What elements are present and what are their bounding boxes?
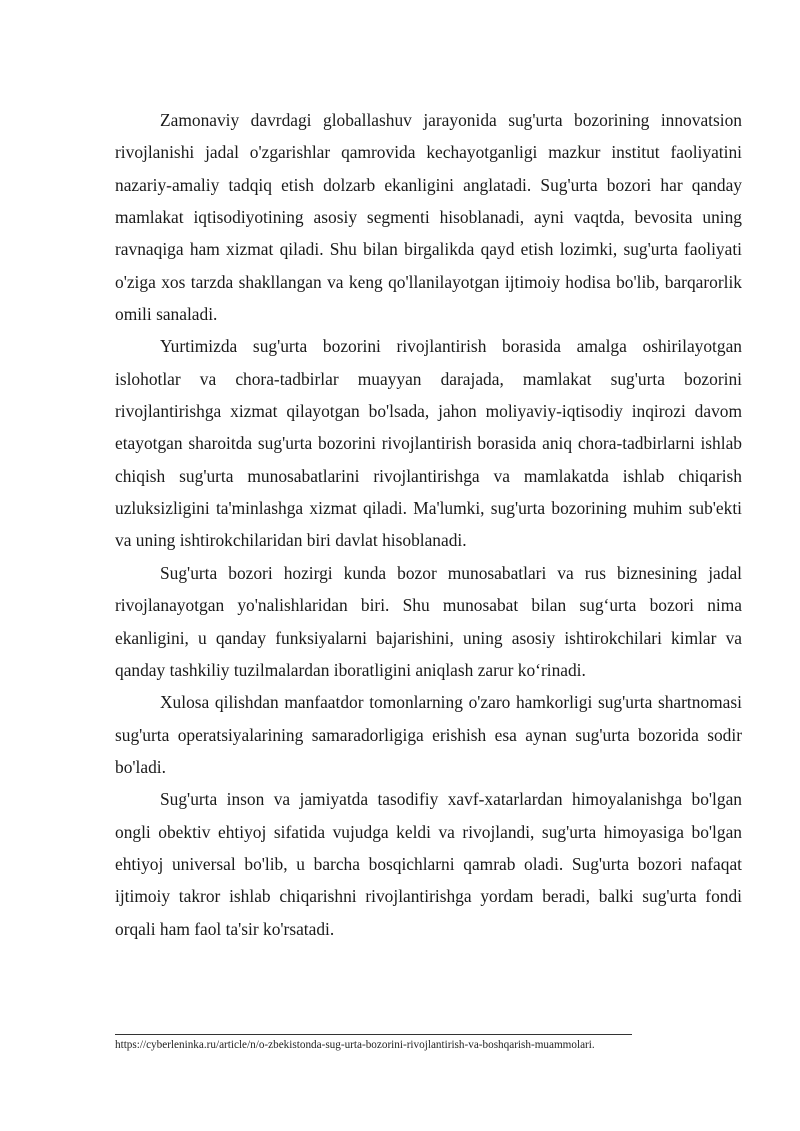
body-text <box>115 104 742 945</box>
footnote-divider <box>115 1034 632 1035</box>
paragraph-4: Xulosa qilishdan manfaatdor tomonlarning o'zaro hamkorligi sug'urta shartnomasi sug'urta operatsiyalarining samaradorligiga erishish esa aynan sug'urta bozorida sodir bo'ladi. <box>115 692 742 777</box>
paragraph-2: Yurtimizda sug'urta bozorini rivojlantirish borasida amalga oshirilayotgan islohotlar va chora-tadbirlar muayyan darajada, mamlakat sug'urta bozorini rivojlantirishga xizmat qilayotgan bo'lsada, jahon moliyaviy-iqtisodiy inqirozi davom etayotgan sharoitda sug'urta bozorini rivojlantirish borasida aniq chora-tadbirlarni ishlab chiqish sug'urta munosabatlarini rivojlantirishga va mamlakatda ishlab chiqarish uzluksizligini ta'minlashga xizmat qiladi. Ma'lumki, sug'urta bozorining muhim sub'ekti va uning ishtirokchilaridan biri davlat hisoblanadi. <box>115 336 742 551</box>
paragraph-5: Sug'urta inson va jamiyatda tasodifiy xavf-xatarlardan himoyalanishga bo'lgan ongli obektiv ehtiyoj sifatida vujudga keldi va rivojlandi, sug'urta himoyasiga bo'lgan ehtiyoj universal bo'lib, u barcha bosqichlarni qamrab oladi. Sug'urta bozori nafaqat ijtimoiy takror ishlab chiqarishni rivojlantirishga yordam beradi, balki sug'urta fondi orqali ham faol ta'sir ko'rsatadi. <box>115 789 742 939</box>
footnote-url: https://cyberleninka.ru/article/n/o-zbekistonda-sug-urta-bozorini-rivojlantirish-va-boshqarish-muammolari. <box>115 1039 595 1051</box>
paragraph-3: Sug'urta bozori hozirgi kunda bozor munosabatlari va rus biznesining jadal rivojlanayotgan yo'nalishlaridan biri. Shu munosabat bilan sug‘urta bozori nima ekanligini, u qanday funksiyalarni bajarishini, uning asosiy ishtirokchilari kimlar va qanday tashkiliy tuzilmalardan iboratligini aniqlash zarur ko‘rinadi. <box>115 562 742 680</box>
paragraph-1: Zamonaviy davrdagi globallashuv jarayonida sug'urta bozorining innovatsion rivojlanishi jadal o'zgarishlar qamrovida kechayotganligi mazkur institut faoliyatini nazariy-amaliy tadqiq etish dolzarb ekanligini anglatadi. Sug'urta bozori har qanday mamlakat iqtisodiyotining asosiy segmenti hisoblanadi, ayni vaqtda, bevosita uning ravnaqiga ham xizmat qiladi. Shu bilan birgalikda qayd etish lozimki, sug'urta faoliyati o'ziga xos tarzda shakllangan va keng qo'llanilayotgan ijtimoiy hodisa bo'lib, barqarorlik omili sanaladi. <box>115 110 742 325</box>
